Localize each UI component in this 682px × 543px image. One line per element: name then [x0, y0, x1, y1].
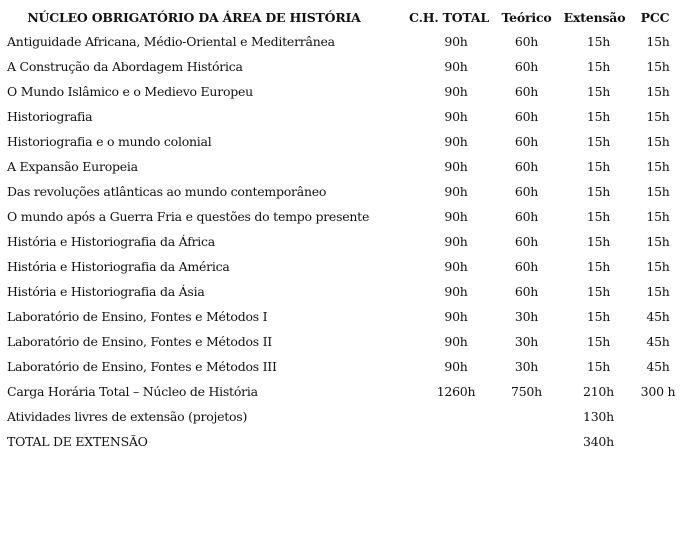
extension-hours-cell: 15h [586, 159, 611, 174]
table-row [4, 354, 678, 379]
theoretical-hours-cell: 60h [514, 209, 539, 224]
table-row [4, 79, 678, 104]
theoretical-hours-cell: 60h [514, 184, 539, 199]
pcc-hours-cell: 45h [646, 334, 670, 349]
table-row [4, 54, 678, 79]
pcc-hours-cell: 15h [646, 84, 670, 99]
header-course-name: NÚCLEO OBRIGATÓRIO DA ÁREA DE HISTÓRIA [27, 9, 361, 25]
extension-hours-cell: 15h [586, 284, 611, 299]
pcc-hours-cell [632, 429, 678, 454]
course-name-cell: O mundo após a Guerra Fria e questões do tempo presente [7, 209, 370, 224]
total-hours-cell: 90h [444, 359, 468, 374]
course-name-cell: Das revoluções atlânticas ao mundo contemporâneo [7, 184, 327, 199]
theoretical-hours-cell: 60h [514, 34, 539, 49]
header-pcc-hours: PCC [640, 9, 670, 25]
course-name-cell: Laboratório de Ensino, Fontes e Métodos III [7, 359, 277, 374]
table-row [4, 429, 678, 454]
total-hours-cell [402, 404, 496, 429]
table-row [4, 379, 678, 404]
header-extension-hours: Extensão [563, 9, 626, 25]
pcc-hours-cell: 15h [646, 184, 670, 199]
course-name-cell: História e Historiografia da África [7, 234, 216, 249]
course-name-cell: O Mundo Islâmico e o Medievo Europeu [7, 84, 253, 99]
pcc-hours-cell: 15h [646, 234, 670, 249]
pcc-hours-cell: 15h [646, 34, 670, 49]
course-name-cell: Carga Horária Total – Núcleo de História [7, 384, 258, 399]
pcc-hours-cell [632, 404, 678, 429]
total-hours-cell: 90h [444, 109, 468, 124]
total-hours-cell: 90h [444, 184, 468, 199]
curriculum-hours-table [4, 5, 678, 454]
theoretical-hours-cell: 60h [514, 234, 539, 249]
pcc-hours-cell: 45h [646, 359, 670, 374]
theoretical-hours-cell: 60h [514, 134, 539, 149]
course-name-cell: História e Historiografia da América [7, 259, 230, 274]
pcc-hours-cell: 15h [646, 284, 670, 299]
table-row [4, 279, 678, 304]
extension-hours-cell: 130h [583, 409, 614, 424]
pcc-hours-cell: 15h [646, 209, 670, 224]
extension-hours-cell: 15h [586, 109, 611, 124]
pcc-hours-cell: 15h [646, 134, 670, 149]
theoretical-hours-cell: 30h [514, 359, 539, 374]
extension-hours-cell: 210h [583, 384, 614, 399]
total-hours-cell [402, 429, 496, 454]
total-hours-cell: 90h [444, 59, 468, 74]
theoretical-hours-cell [496, 429, 557, 454]
theoretical-hours-cell: 30h [514, 309, 539, 324]
pcc-hours-cell: 15h [646, 59, 670, 74]
table-body [4, 29, 678, 454]
extension-hours-cell: 15h [586, 309, 611, 324]
extension-hours-cell: 15h [586, 84, 611, 99]
table-row [4, 404, 678, 429]
table-row [4, 329, 678, 354]
course-name-cell: Atividades livres de extensão (projetos) [7, 409, 248, 424]
header-total-hours: C.H. TOTAL [409, 9, 489, 25]
total-hours-cell: 90h [444, 34, 468, 49]
extension-hours-cell: 15h [586, 184, 611, 199]
table-row [4, 129, 678, 154]
pcc-hours-cell: 15h [646, 259, 670, 274]
header-row [4, 5, 678, 29]
course-name-cell: A Construção da Abordagem Histórica [7, 59, 243, 74]
course-name-cell: Laboratório de Ensino, Fontes e Métodos II [7, 334, 272, 349]
total-hours-cell: 90h [444, 84, 468, 99]
header-theoretical-hours: Teórico [501, 9, 552, 25]
course-name-cell: Historiografia e o mundo colonial [7, 134, 212, 149]
table-row [4, 154, 678, 179]
table-row [4, 254, 678, 279]
course-name-cell: Laboratório de Ensino, Fontes e Métodos I [7, 309, 268, 324]
extension-hours-cell: 15h [586, 359, 611, 374]
total-hours-cell: 90h [444, 209, 468, 224]
course-name-cell: A Expansão Europeia [7, 159, 138, 174]
pcc-hours-cell: 15h [646, 109, 670, 124]
theoretical-hours-cell: 60h [514, 59, 539, 74]
pcc-hours-cell: 15h [646, 159, 670, 174]
total-hours-cell: 90h [444, 284, 468, 299]
table-row [4, 29, 678, 54]
total-hours-cell: 90h [444, 134, 468, 149]
extension-hours-cell: 15h [586, 209, 611, 224]
pcc-hours-cell: 45h [646, 309, 670, 324]
table-row [4, 304, 678, 329]
extension-hours-cell: 15h [586, 34, 611, 49]
extension-hours-cell: 15h [586, 134, 611, 149]
extension-hours-cell: 15h [586, 59, 611, 74]
total-hours-cell: 90h [444, 234, 468, 249]
theoretical-hours-cell: 60h [514, 109, 539, 124]
theoretical-hours-cell: 60h [514, 259, 539, 274]
theoretical-hours-cell [496, 404, 557, 429]
theoretical-hours-cell: 30h [514, 334, 539, 349]
table-header [4, 5, 678, 29]
total-hours-cell: 90h [444, 159, 468, 174]
table-row [4, 204, 678, 229]
table-row [4, 104, 678, 129]
total-hours-cell: 90h [444, 259, 468, 274]
table-row [4, 229, 678, 254]
course-name-cell: História e Historiografia da Ásia [7, 284, 205, 299]
theoretical-hours-cell: 60h [514, 84, 539, 99]
theoretical-hours-cell: 60h [514, 159, 539, 174]
total-hours-cell: 90h [444, 334, 468, 349]
theoretical-hours-cell: 60h [514, 284, 539, 299]
extension-hours-cell: 340h [583, 434, 614, 449]
theoretical-hours-cell: 750h [511, 384, 542, 399]
extension-hours-cell: 15h [586, 259, 611, 274]
course-name-cell: Antiguidade Africana, Médio-Oriental e Mediterrânea [7, 34, 335, 49]
total-hours-cell: 90h [444, 309, 468, 324]
pcc-hours-cell: 300 h [640, 384, 676, 399]
total-hours-cell: 1260h [436, 384, 476, 399]
extension-hours-cell: 15h [586, 234, 611, 249]
course-name-cell: TOTAL DE EXTENSÃO [7, 434, 148, 449]
course-name-cell: Historiografia [7, 109, 93, 124]
table-row [4, 179, 678, 204]
extension-hours-cell: 15h [586, 334, 611, 349]
